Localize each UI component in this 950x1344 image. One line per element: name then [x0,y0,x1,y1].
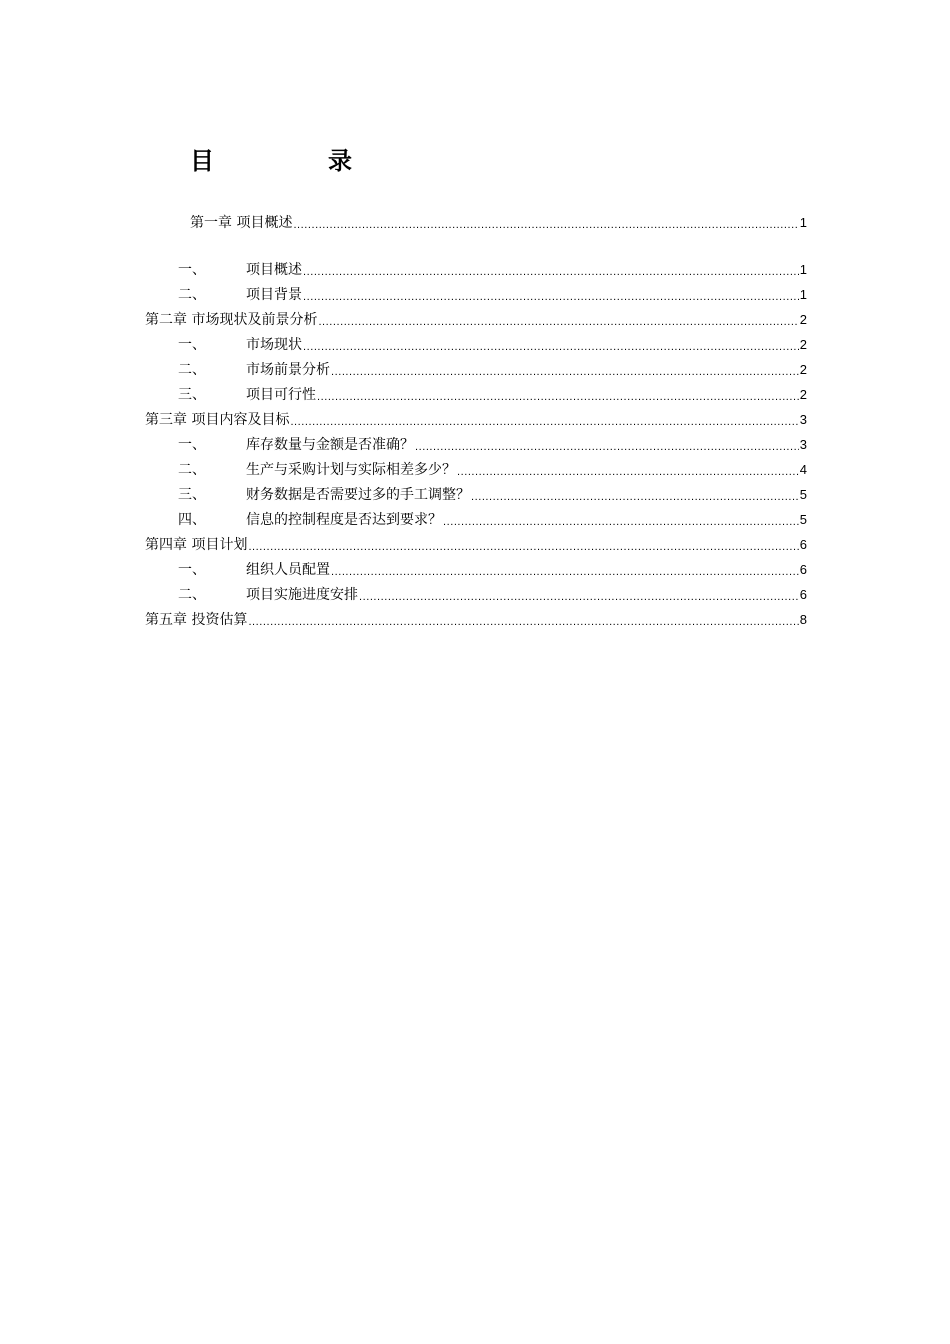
toc-section-number: 二、 [178,362,206,378]
toc-entry-chapter-1[interactable] [190,211,807,233]
toc-entry-chapter-3[interactable] [145,408,807,430]
toc-entry-text: 第三章 项目内容及目标 [145,412,290,428]
toc-entry-text: 财务数据是否需要过多的手工调整？ [246,487,470,503]
toc-section-number: 三、 [178,487,206,503]
toc-entry-section[interactable] [178,558,807,580]
toc-page-number: 4 [799,462,807,477]
toc-page-number: 6 [799,537,807,552]
toc-entry-text: 项目背景 [246,287,302,303]
dot-leader [317,385,799,405]
toc-page-number: 3 [799,412,807,427]
toc-entry-section[interactable] [178,583,807,605]
dot-leader [248,610,798,630]
toc-entry-text: 项目可行性 [246,387,316,403]
toc-entry-chapter-5[interactable] [145,608,807,630]
dot-leader [303,285,799,305]
toc-entry-text: 项目概述 [246,262,302,278]
toc-section-number: 一、 [178,262,206,278]
toc-page-number: 5 [799,487,807,502]
dot-leader [457,460,799,480]
dot-leader [318,310,798,330]
toc-entry-section[interactable] [178,483,807,505]
toc-entry-section[interactable] [178,283,807,305]
dot-leader [248,535,798,555]
toc-entry-text: 生产与采购计划与实际相差多少？ [246,462,456,478]
toc-page-number: 3 [799,437,807,452]
toc-entry-section[interactable] [178,433,807,455]
toc-heading [190,146,352,176]
toc-entry-chapter-4[interactable] [145,533,807,555]
toc-page-number: 8 [799,612,807,627]
toc-entry-text: 市场前景分析 [246,362,330,378]
dot-leader [415,435,799,455]
toc-section-number: 一、 [178,437,206,453]
toc-entry-section[interactable] [178,333,807,355]
toc-heading-char-1: 目 [190,146,214,175]
toc-entry-text: 市场现状 [246,337,302,353]
toc-section-number: 一、 [178,337,206,353]
toc-section-number: 三、 [178,387,206,403]
toc-page-number: 2 [799,312,807,327]
toc-entry-chapter-2[interactable] [145,308,807,330]
toc-section-number: 二、 [178,287,206,303]
toc-page-number: 6 [799,587,807,602]
dot-leader [303,335,799,355]
toc-entry-section[interactable] [178,458,807,480]
toc-page-number: 6 [799,562,807,577]
dot-leader [471,485,799,505]
toc-entry-text: 组织人员配置 [246,562,330,578]
toc-section-number: 二、 [178,462,206,478]
dot-leader [331,560,799,580]
toc-entry-section[interactable] [178,383,807,405]
toc-page-number: 2 [799,387,807,402]
dot-leader [293,213,798,233]
toc-section-number: 二、 [178,587,206,603]
toc-section-number: 四、 [178,512,206,528]
toc-page-number: 1 [799,262,807,277]
toc-entry-text: 信息的控制程度是否达到要求？ [246,512,442,528]
dot-leader [290,410,798,430]
toc-heading-char-2: 录 [328,146,352,175]
toc-section-number: 一、 [178,562,206,578]
toc-page-number: 2 [799,362,807,377]
toc-entry-text: 项目实施进度安排 [246,587,358,603]
toc-entry-text: 库存数量与金额是否准确？ [246,437,414,453]
toc-page-number: 2 [799,337,807,352]
toc-entry-section[interactable] [178,258,807,280]
toc-page-number: 1 [799,215,807,230]
dot-leader [331,360,799,380]
toc-page-number: 5 [799,512,807,527]
toc-entry-text: 第二章 市场现状及前景分析 [145,312,318,328]
toc-entry-section[interactable] [178,358,807,380]
toc-entry-text: 第五章 投资估算 [145,612,248,628]
dot-leader [303,260,799,280]
toc-entry-text: 第一章 项目概述 [190,215,293,231]
toc-page-number: 1 [799,287,807,302]
dot-leader [359,585,799,605]
dot-leader [443,510,799,530]
toc-entry-text: 第四章 项目计划 [145,537,248,553]
toc-entry-section[interactable] [178,508,807,530]
